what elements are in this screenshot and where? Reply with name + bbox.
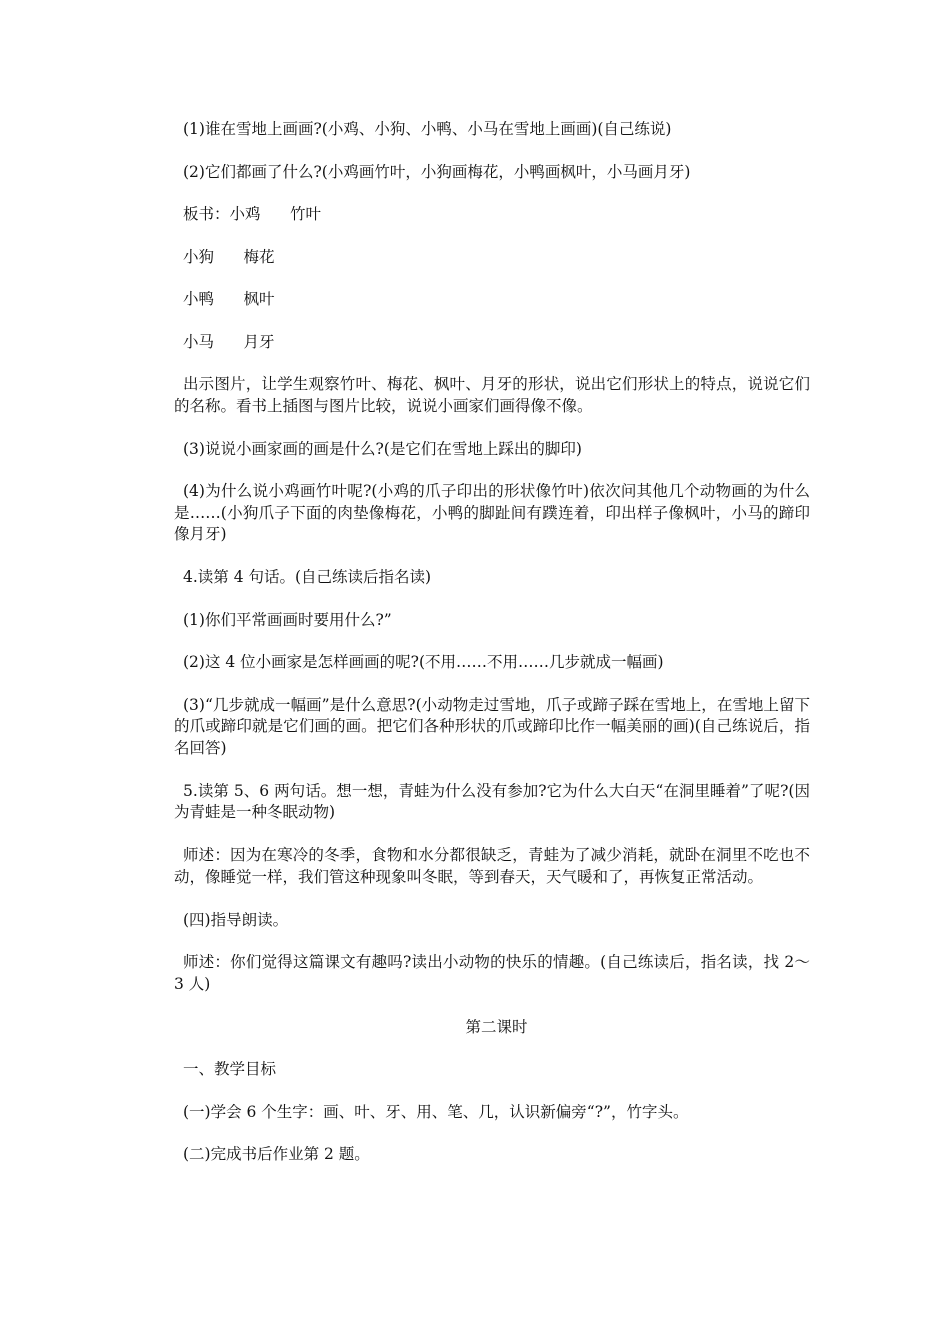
- goal-item-2: (二)完成书后作业第 2 题。: [183, 1145, 370, 1163]
- paragraph-teacher-explanation: 师述：因为在寒冷的冬季，食物和水分都很缺乏，青蛙为了减少消耗，就卧在洞里不吃也不动，像睡觉一样，我们管这种现象叫冬眠，等到春天，天气暖和了，再恢复正常活动。: [174, 846, 810, 886]
- goal-item-1: (一)学会 6 个生字：画、叶、牙、用、笔、几，认识新偏旁“?”，竹字头。: [183, 1102, 689, 1121]
- paragraph-sub-question-2: (2)这 4 位小画家是怎样画画的呢?(不用……不用……几步就成一幅画): [183, 653, 664, 671]
- heading-teaching-goals: 一、教学目标: [183, 1060, 277, 1078]
- board-line-3: 小鸭 枫叶: [183, 290, 275, 308]
- paragraph-reading-guidance: (四)指导朗读。: [183, 910, 289, 929]
- paragraph-show-pictures: 出示图片，让学生观察竹叶、梅花、枫叶、月牙的形状，说出它们形状上的特点，说说它们的名称。看书上插图与图片比较，说说小画家们画得像不像。: [174, 375, 810, 415]
- paragraph-read-sentences-5-6: 5.读第 5、6 两句话。想一想，青蛙为什么没有参加?它为什么大白天“在洞里睡着”了呢?(因为青蛙是一种冬眠动物): [174, 781, 810, 821]
- paragraph-question-2: (2)它们都画了什么?(小鸡画竹叶，小狗画梅花，小鸭画枫叶，小马画月牙): [183, 162, 691, 181]
- board-line-1: 板书：小鸡 竹叶: [183, 205, 322, 223]
- paragraph-read-sentence-4: 4.读第 4 句话。(自己练读后指名读): [183, 568, 432, 586]
- board-line-4: 小马 月牙: [183, 332, 275, 351]
- section-title: 第二课时: [465, 1017, 528, 1036]
- paragraph-question-4: (4)为什么说小鸡画竹叶呢?(小鸡的爪子印出的形状像竹叶)依次问其他几个动物画的为什么是……(小狗爪子下面的肉垫像梅花，小鸭的脚趾间有蹼连着，印出样子像枫叶，小马的蹄印像月牙): [174, 482, 810, 543]
- paragraph-question-1: (1)谁在雪地上画画?(小鸡、小狗、小鸭、小马在雪地上画画)(自己练说): [183, 120, 672, 138]
- paragraph-question-3: (3)说说小画家画的画是什么?(是它们在雪地上踩出的脚印): [183, 439, 582, 458]
- board-line-2: 小狗 梅花: [183, 247, 275, 266]
- paragraph-sub-question-1: (1)你们平常画画时要用什么?”: [183, 610, 392, 629]
- paragraph-sub-question-3: (3)“几步就成一幅画”是什么意思?(小动物走过雪地，爪子或蹄子踩在雪地上，在雪地上留下的爪或蹄印就是它们画的画。把它们各种形状的爪或蹄印比作一幅美丽的画)(自己练说后，指名回答): [174, 695, 810, 757]
- paragraph-teacher-question: 师述：你们觉得这篇课文有趣吗?读出小动物的快乐的情趣。(自己练读后，指名读，找 2～3 人): [174, 953, 810, 993]
